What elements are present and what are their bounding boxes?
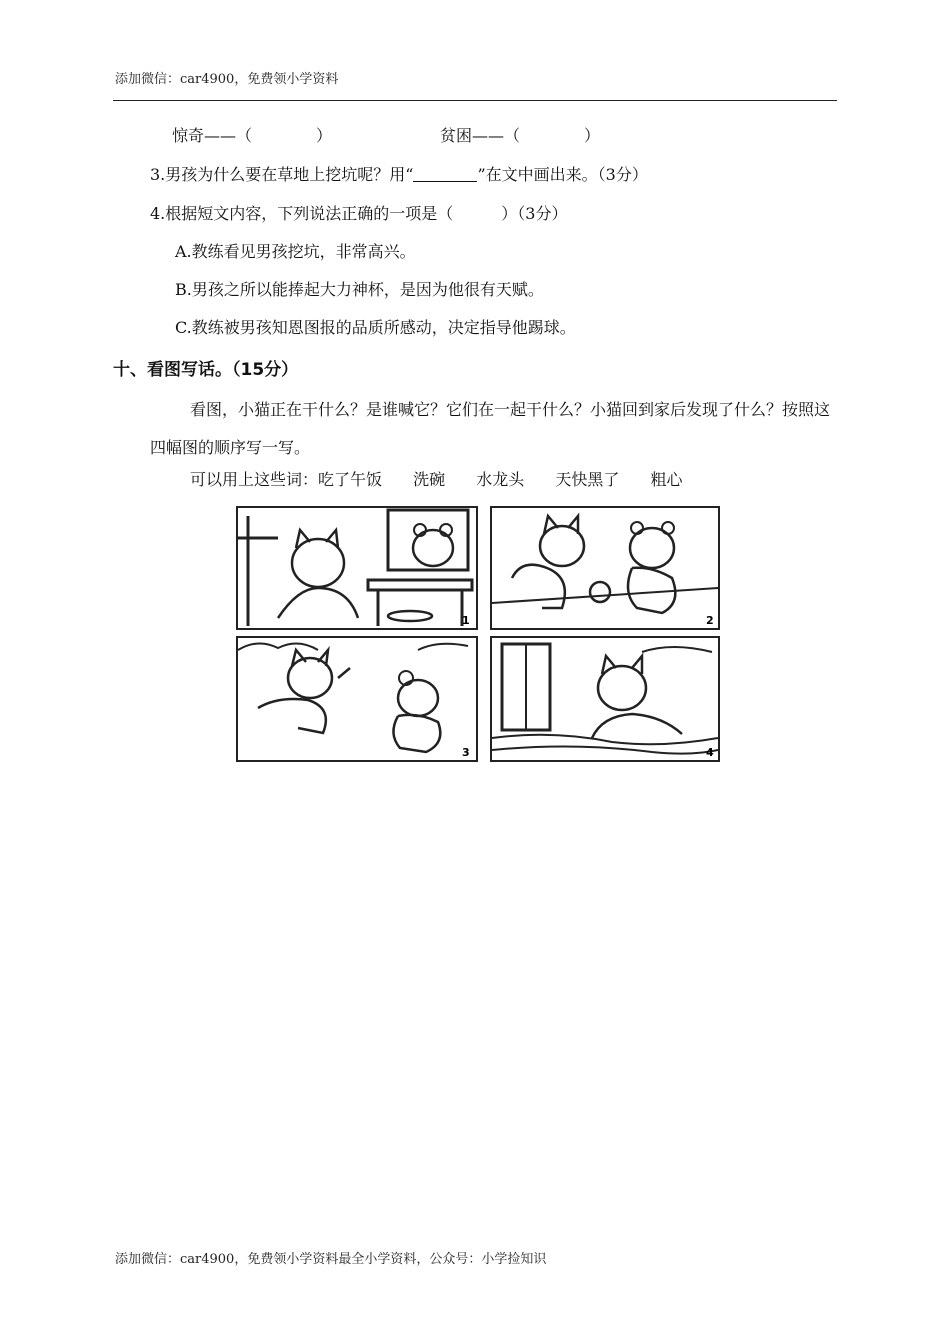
picture-panel-1 — [236, 506, 478, 630]
cat-running-illustration — [238, 638, 476, 760]
writing-prompt: 看图，小猫正在干什么？是谁喊它？它们在一起干什么？小猫回到家后发现了什么？按照这四幅图的顺序写一写。 — [150, 400, 831, 457]
panel-number: 1 — [462, 614, 470, 627]
picture-panel-4 — [490, 636, 720, 762]
cat-returning-home-illustration — [492, 638, 718, 760]
option-c: C.教练被男孩知恩图报的品质所感动，决定指导他踢球。 — [175, 318, 576, 337]
panel-number: 3 — [462, 746, 470, 759]
picture-panel-3 — [236, 636, 478, 762]
question-3 — [150, 162, 648, 185]
cat-and-bear-playing-ball-illustration — [492, 508, 718, 628]
option-a: A.教练看见男孩挖坑，非常高兴。 — [175, 242, 416, 261]
picture-sequence — [236, 506, 722, 762]
antonym-row — [172, 123, 601, 146]
panel-number: 4 — [706, 746, 714, 759]
word-bank — [190, 467, 708, 490]
header-divider — [113, 100, 837, 101]
cat-at-table-illustration — [238, 508, 476, 628]
panel-number: 2 — [706, 614, 714, 627]
word-item: 水龙头 — [476, 470, 525, 489]
word-item: 洗碗 — [413, 470, 446, 489]
word-item: 粗心 — [650, 470, 683, 489]
underline-mark — [413, 165, 477, 182]
antonym-pair-1: 惊奇——（ ） — [172, 126, 333, 145]
question-3-text-before: 3.男孩为什么要在草地上挖坑呢？用“ — [150, 165, 414, 184]
question-3-text-after: ”在文中画出来。（3分） — [477, 165, 648, 184]
question-4: 4.根据短文内容，下列说法正确的一项是（ ）（3分） — [150, 204, 568, 223]
picture-panel-2 — [490, 506, 720, 630]
page-header: 添加微信：car4900，免费领小学资料 — [115, 72, 339, 87]
word-item: 天快黑了 — [555, 470, 620, 489]
section-title: 十、看图写话。（15分） — [113, 360, 299, 380]
word-bank-intro: 可以用上这些词：吃了午饭 — [190, 470, 383, 489]
option-b: B.男孩之所以能捧起大力神杯，是因为他很有天赋。 — [175, 280, 544, 299]
antonym-pair-2: 贫困——（ ） — [440, 126, 601, 145]
page-footer: 添加微信：car4900，免费领小学资料最全小学资料，公众号：小学捡知识 — [115, 1252, 547, 1267]
